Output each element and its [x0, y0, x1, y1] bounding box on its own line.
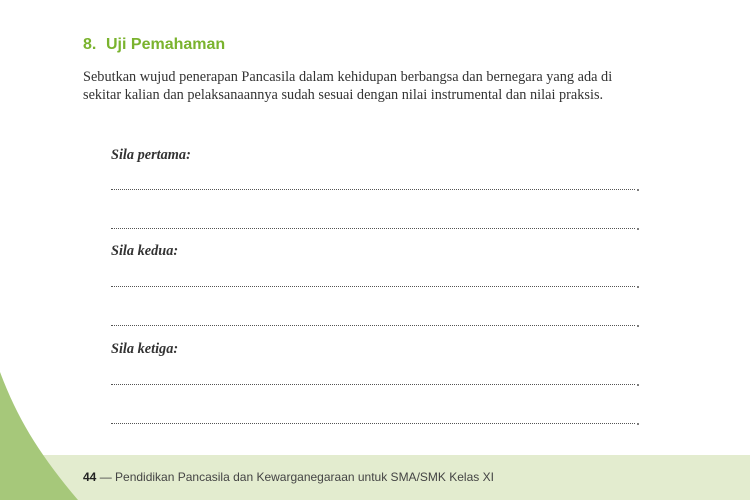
sila-ketiga-label: Sila ketiga: — [111, 341, 179, 357]
sila-pertama-label: Sila pertama: — [111, 147, 191, 163]
answer-line[interactable] — [111, 325, 635, 326]
page-number: 44 — [83, 470, 97, 484]
section-heading — [83, 36, 225, 54]
instruction-paragraph: Sebutkan wujud penerapan Pancasila dalam kehidupan berbangsa dan bernegara yang ada di sekitar kalian dan pelaksanaannya sudah sesuai dengan nilai instrumental dan nilai praksis. — [83, 69, 613, 103]
answer-line[interactable] — [111, 423, 635, 424]
answer-line[interactable] — [111, 189, 635, 190]
answer-line[interactable] — [111, 384, 635, 385]
sila-kedua-label: Sila kedua: — [111, 243, 179, 259]
section-number: 8. — [83, 36, 97, 53]
book-title: — Pendidikan Pancasila dan Kewarganegaraan untuk SMA/SMK Kelas XI — [96, 470, 494, 484]
answer-line[interactable] — [111, 286, 635, 287]
answer-line[interactable] — [111, 228, 635, 229]
page-footer — [83, 470, 494, 484]
section-title: Uji Pemahaman — [106, 36, 226, 53]
